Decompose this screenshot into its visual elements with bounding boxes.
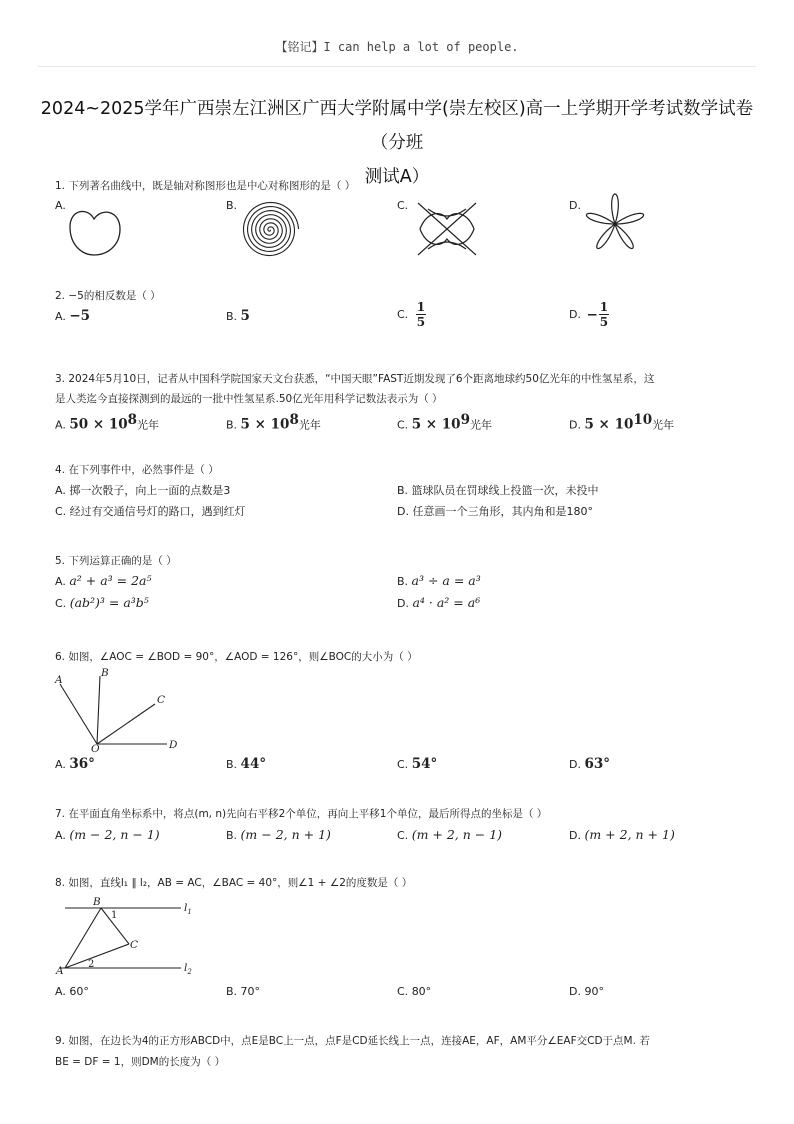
- q5-c-expr: (ab²)³ = a³b⁵: [69, 595, 149, 610]
- q6-stem: 6. 如图，∠AOC = ∠BOD = 90°，∠AOD = 126°，则∠BOC的大小为（ ）: [55, 651, 418, 663]
- q8-stem: 8. 如图，直线l₁ ∥ l₂，AB = AC，∠BAC = 40°，则∠1 + ∠2的度数是（ ）: [55, 877, 413, 889]
- q8-point-b: B: [93, 896, 101, 908]
- q1-option-b-label: B.: [226, 199, 238, 212]
- q5-b-expr: a³ ÷ a = a³: [411, 573, 481, 588]
- q2-option-a: [55, 307, 90, 326]
- q4-option-a: A. 掷一次骰子，向上一面的点数是3: [55, 484, 231, 497]
- q8-line-l1-sub: 1: [187, 908, 192, 916]
- q3-option-c: [397, 411, 492, 435]
- q8-option-c: [397, 983, 431, 1001]
- q6-option-b-label: B.: [226, 758, 238, 771]
- exam-title-line2: 测试A）: [364, 167, 430, 187]
- q3-option-b-label: B.: [226, 418, 238, 432]
- q3-c-unit: 光年: [470, 418, 492, 432]
- q8-option-b-label: B.: [226, 985, 238, 998]
- q7-option-a-label: A.: [55, 829, 66, 842]
- q6-option-c-label: C.: [397, 758, 409, 771]
- q8-option-c-label: C.: [397, 985, 409, 998]
- q3-option-b: [226, 411, 321, 435]
- q7-option-b: [226, 826, 331, 845]
- q8-option-a: [55, 983, 89, 1001]
- q8-line-l2-sub: 2: [187, 968, 192, 976]
- q6-option-c: [397, 755, 437, 774]
- q8-point-a: A: [56, 965, 64, 977]
- q2-option-c: [397, 301, 426, 329]
- q8-a-value: 60°: [69, 985, 89, 998]
- page-header-motto: 【铭记】I can help a lot of people.: [275, 40, 519, 54]
- q5-option-c: [55, 594, 149, 613]
- q6-option-a-label: A.: [55, 758, 66, 771]
- q2-option-b-value: 5: [240, 308, 250, 324]
- q1-option-a-label: A.: [55, 199, 66, 212]
- q7-option-a: [55, 826, 160, 845]
- q2-d-numerator: 1: [599, 300, 609, 314]
- q3-a-base: 50 × 10: [69, 416, 128, 433]
- q7-c-value: (m + 2, n − 1): [411, 827, 503, 842]
- rose-curve-icon: [580, 190, 650, 260]
- q2-option-d: [569, 301, 609, 329]
- q3-d-unit: 光年: [652, 418, 675, 432]
- q2-c-numerator: 1: [416, 300, 426, 314]
- q5-a-expr: a² + a³ = 2a⁵: [69, 573, 152, 588]
- q2-d-sign: −: [586, 307, 598, 323]
- q8-option-d: [569, 983, 604, 1001]
- q2-stem: 2. −5的相反数是（ ）: [55, 290, 161, 302]
- q8-line-l1-letter: l: [184, 902, 188, 914]
- q5-option-c-label: C.: [55, 597, 67, 610]
- q8-line-l2: [184, 962, 192, 976]
- q1-stem: 1. 下列著名曲线中，既是轴对称图形也是中心对称图形的是（ ）: [55, 180, 356, 192]
- q2-option-a-label: A.: [55, 310, 66, 323]
- q2-option-c-fraction: [416, 301, 426, 329]
- q5-d-expr: a⁴ · a² = a⁶: [412, 595, 481, 610]
- q2-option-b-label: B.: [226, 310, 238, 323]
- q5-stem: 5. 下列运算正确的是（ ）: [55, 555, 177, 567]
- q2-option-d-label: D.: [569, 308, 581, 321]
- q6-d-value: 63°: [584, 756, 611, 772]
- q7-stem: 7. 在平面直角坐标系中，将点(m, n)先向右平移2个单位，再向上平移1个单位，最后所得点的坐标是（ ）: [55, 808, 548, 820]
- q7-option-c: [397, 826, 502, 845]
- spiral-curve-icon: [240, 200, 300, 260]
- q7-d-value: (m + 2, n + 1): [584, 827, 675, 842]
- q5-option-a-label: A.: [55, 575, 66, 588]
- q6-angle-figure: [55, 668, 185, 754]
- lemniscate-crossed-curve-icon: [414, 199, 480, 259]
- q3-c-exp: 9: [460, 412, 470, 428]
- q6-option-d: [569, 755, 610, 774]
- q8-b-value: 70°: [240, 985, 261, 998]
- q8-d-value: 90°: [584, 985, 604, 998]
- q3-a-exp: 8: [127, 412, 138, 428]
- q6-option-d-label: D.: [569, 758, 581, 771]
- q3-option-d: [569, 411, 674, 435]
- q3-b-unit: 光年: [298, 418, 321, 432]
- q5-option-b: [397, 572, 481, 591]
- q5-option-d: [397, 594, 480, 613]
- q8-option-b: [226, 983, 260, 1001]
- exam-title-line1: 2024~2025学年广西崇左江洲区广西大学附属中学(崇左校区)高一上学期开学考试数学试卷（分班: [40, 99, 754, 153]
- q8-parallel-lines-figure: [55, 894, 205, 976]
- q8-option-d-label: D.: [569, 985, 581, 998]
- q3-b-base: 5 × 10: [240, 416, 290, 433]
- q4-option-c: C. 经过有交通信号灯的路口，遇到红灯: [55, 505, 246, 518]
- q6-point-d: D: [169, 739, 178, 751]
- q3-option-c-label: C.: [397, 418, 409, 432]
- q3-stem-line1: 3. 2024年5月10日，记者从中国科学院国家天文台获悉，“中国天眼”FAST近期发现了6个距离地球约50亿光年的中性氢星系，这: [55, 373, 655, 385]
- q6-point-c: C: [157, 694, 166, 706]
- q8-point-c: C: [130, 939, 139, 951]
- q3-c-base: 5 × 10: [411, 416, 461, 433]
- q6-point-b: B: [101, 667, 109, 679]
- q3-option-d-label: D.: [569, 418, 581, 432]
- q8-angle-2: 2: [88, 959, 95, 970]
- q6-point-o: O: [91, 743, 100, 755]
- q2-option-d-fraction: [599, 301, 609, 329]
- q7-b-value: (m − 2, n + 1): [240, 827, 331, 842]
- q6-a-value: 36°: [69, 756, 95, 772]
- q3-d-base: 5 × 10: [584, 416, 634, 433]
- q2-d-denominator: 5: [599, 315, 609, 329]
- q8-angle-1: 1: [111, 910, 118, 921]
- q6-option-b: [226, 755, 266, 774]
- q6-option-a: [55, 755, 95, 774]
- q4-stem: 4. 在下列事件中，必然事件是（ ）: [55, 464, 219, 476]
- q8-c-value: 80°: [411, 985, 432, 998]
- q3-option-a: [55, 411, 159, 435]
- q8-line-l2-letter: l: [184, 962, 188, 974]
- q5-option-b-label: B.: [397, 575, 409, 588]
- q8-line-l1: [184, 902, 192, 916]
- q7-a-value: (m − 2, n − 1): [69, 827, 160, 842]
- header-divider: [38, 66, 756, 67]
- q3-stem-line2: 是人类迄今直接探测到的最远的一批中性氢星系.50亿光年用科学记数法表示为（ ）: [55, 393, 443, 405]
- q3-b-exp: 8: [289, 412, 299, 428]
- q2-option-b: [226, 307, 250, 326]
- q7-option-c-label: C.: [397, 829, 409, 842]
- q2-c-denominator: 5: [416, 315, 426, 329]
- q5-option-a: [55, 572, 152, 591]
- q8-option-a-label: A.: [55, 985, 66, 998]
- q6-c-value: 54°: [411, 756, 438, 772]
- q3-d-exp: 10: [633, 412, 653, 428]
- q1-option-d-label: D.: [569, 199, 581, 212]
- q2-option-c-label: C.: [397, 308, 409, 321]
- q7-option-d: [569, 826, 675, 845]
- q2-option-a-value: −5: [69, 308, 91, 324]
- q9-stem-line1: 9. 如图，在边长为4的正方形ABCD中，点E是BC上一点，点F是CD延长线上一点，连接AE，AF，AM平分∠EAF交CD于点M. 若: [55, 1035, 650, 1047]
- q6-b-value: 44°: [240, 756, 267, 772]
- q9-stem-line2: BE = DF = 1，则DM的长度为（ ）: [55, 1056, 226, 1068]
- q3-option-a-label: A.: [55, 418, 66, 432]
- q1-option-c-label: C.: [397, 199, 409, 212]
- q6-point-a: A: [55, 674, 63, 686]
- q3-a-unit: 光年: [137, 418, 160, 432]
- q4-option-b: B. 篮球队员在罚球线上投篮一次，未投中: [397, 484, 599, 497]
- q7-option-d-label: D.: [569, 829, 581, 842]
- q4-option-d: D. 任意画一个三角形，其内角和是180°: [397, 505, 593, 518]
- q5-option-d-label: D.: [397, 597, 409, 610]
- cardioid-curve-icon: [68, 203, 128, 259]
- q7-option-b-label: B.: [226, 829, 238, 842]
- rose-curve-path: [586, 194, 643, 249]
